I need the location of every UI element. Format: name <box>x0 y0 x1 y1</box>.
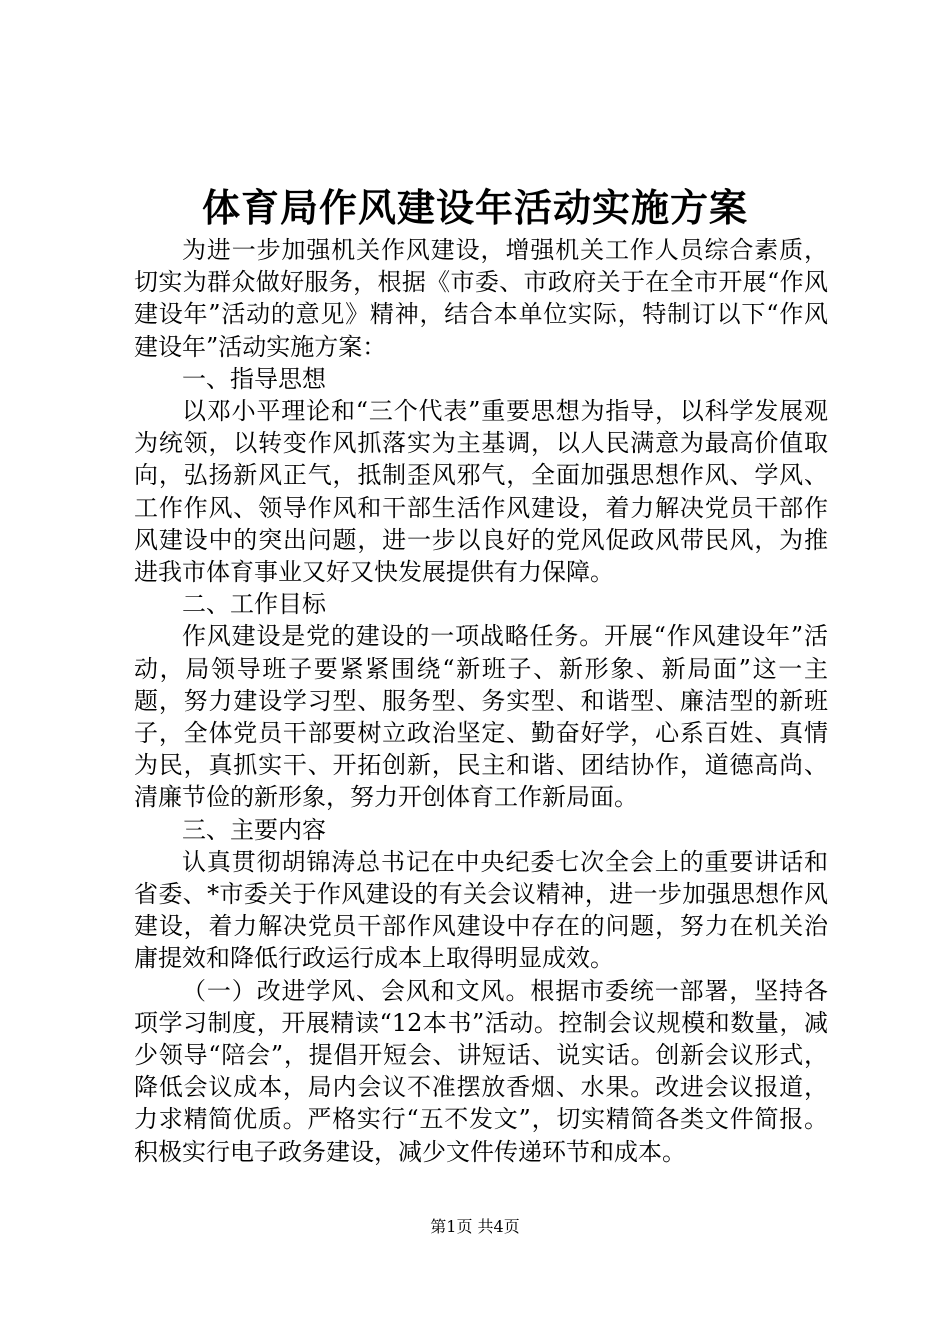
guiding-ideology-paragraph: 以邓小平理论和“三个代表”重要思想为指导，以科学发展观为统领，以转变作风抓落实为主基调，以人民满意为最高价值取向，弘扬新风正气，抵制歪风邪气，全面加强思想作风、学风、工作作风、领导作风和干部生活作风建设，着力解决党员干部作风建设中的突出问题，进一步以良好的党风促政风带民风，为推进我市体育事业又好又快发展提供有力保障。 <box>134 397 828 587</box>
document-title: 体育局作风建设年活动实施方案 <box>201 185 748 230</box>
section-heading-main-content: 三、主要内容 <box>182 815 326 844</box>
page-footer: 第1页 共4页 <box>430 1217 520 1236</box>
subsection-paragraph-1: （一）改进学风、会风和文风。根据市委统一部署，坚持各项学习制度，开展精读“12本书”活动。控制会议规模和数量，减少领导“陪会”，提倡开短会、讲短话、说实话。创新会议形式，降低会议成本，局内会议不准摆放香烟、水果。改进会议报道，力求精简优质。严格实行“五不发文”，切实精简各类文件简报。积极实行电子政务建设，减少文件传递环节和成本。 <box>134 976 828 1166</box>
section-heading-guiding-ideology: 一、指导思想 <box>182 364 326 393</box>
document-body <box>134 234 828 1168</box>
intro-paragraph: 为进一步加强机关作风建设，增强机关工作人员综合素质，切实为群众做好服务，根据《市委、市政府关于在全市开展“作风建设年”活动的意见》精神，结合本单位实际，特制订以下“作风建设年”活动实施方案： <box>134 236 828 361</box>
main-content-paragraph: 认真贯彻胡锦涛总书记在中央纪委七次全会上的重要讲话和省委、*市委关于作风建设的有关会议精神，进一步加强思想作风建设，着力解决党员干部作风建设中存在的问题，努力在机关治庸提效和降低行政运行成本上取得明显成效。 <box>134 847 828 973</box>
section-heading-work-goals: 二、工作目标 <box>182 590 326 619</box>
work-goals-paragraph: 作风建设是党的建设的一项战略任务。开展“作风建设年”活动，局领导班子要紧紧围绕“新班子、新形象、新局面”这一主题，努力建设学习型、服务型、务实型、和谐型、廉洁型的新班子，全体党员干部要树立政治坚定、勤奋好学，心系百姓、真情为民，真抓实干、开拓创新，民主和谐、团结协作，道德高尚、清廉节俭的新形象，努力开创体育工作新局面。 <box>134 622 828 812</box>
